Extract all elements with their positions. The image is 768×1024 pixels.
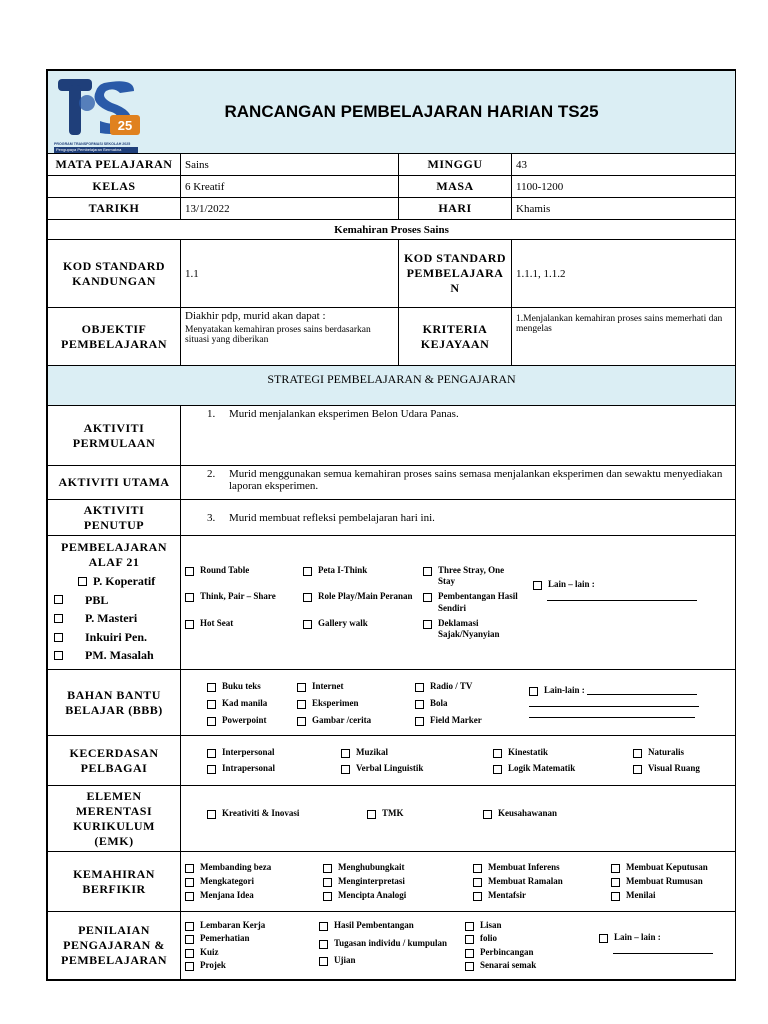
penilaian-label: PENILAIAN PENGAJARAN & PEMBELAJARAN (48, 912, 181, 980)
berfikir-option: Menjana Idea (200, 890, 254, 901)
option-checkbox[interactable] (473, 892, 482, 901)
lesson-plan-table (47, 70, 736, 980)
bbb-col-2 (297, 681, 407, 727)
option-checkbox[interactable] (297, 683, 306, 692)
option-checkbox[interactable] (533, 581, 542, 590)
objektif-intro: Diakhir pdp, murid akan dapat : (185, 310, 326, 322)
alaf-type-checkbox[interactable] (78, 577, 87, 586)
penilaian-option: Lembaran Kerja (200, 920, 266, 930)
bbb-lain-line[interactable] (587, 685, 697, 695)
bbb-option: Buku teks (222, 680, 261, 691)
option-checkbox[interactable] (185, 949, 194, 958)
option-checkbox[interactable] (185, 567, 194, 576)
bbb-option: Field Marker (430, 715, 482, 726)
option-checkbox[interactable] (319, 957, 328, 966)
objektif-label: OBJEKTIF PEMBELAJARAN (48, 308, 181, 366)
kecerdasan-option: Intrapersonal (222, 763, 276, 773)
berfikir-option: Menilai (626, 890, 656, 901)
berfikir-options-cell (181, 852, 736, 912)
berfikir-option: Membanding beza (200, 861, 272, 872)
penilaian-col-1 (185, 920, 313, 971)
option-checkbox[interactable] (185, 922, 194, 931)
option-checkbox[interactable] (185, 935, 194, 944)
alaf-type-list (50, 572, 178, 665)
option-checkbox[interactable] (465, 949, 474, 958)
alaf-option: Peta I-Think (318, 564, 368, 575)
alaf-option: Three Stray, One Stay (438, 564, 505, 586)
bbb-option: Radio / TV (430, 680, 473, 691)
alaf-option: Deklamasi Sajak/Nyanyian (438, 617, 500, 639)
option-checkbox[interactable] (473, 864, 482, 873)
option-checkbox[interactable] (465, 922, 474, 931)
option-checkbox[interactable] (207, 810, 216, 819)
option-checkbox[interactable] (341, 749, 350, 758)
penilaian-option: Tugasan individu / kumpulan (334, 937, 447, 948)
alaf-type-checkbox[interactable] (54, 651, 63, 660)
aktiviti-permulaan-label: AKTIVITI PERMULAAN (48, 406, 181, 466)
berfikir-option: Membuat Ramalan (488, 875, 563, 886)
topic-heading: Kemahiran Proses Sains (48, 220, 736, 240)
option-checkbox[interactable] (633, 749, 642, 758)
option-checkbox[interactable] (367, 810, 376, 819)
option-checkbox[interactable] (599, 934, 608, 943)
alaf-type-label: PM. Masalah (85, 648, 154, 663)
option-checkbox[interactable] (611, 892, 620, 901)
option-checkbox[interactable] (493, 765, 502, 774)
option-checkbox[interactable] (207, 717, 216, 726)
bbb-options-cell (181, 670, 736, 736)
bbb-col-1 (207, 681, 289, 727)
title-cell (48, 71, 736, 154)
option-checkbox[interactable] (473, 878, 482, 887)
alaf-col-1 (185, 565, 293, 641)
option-checkbox[interactable] (185, 962, 194, 971)
logo-line-2: Pengupaya Pembelajaran Bermakna (54, 147, 138, 153)
penilaian-option: Lisan (480, 920, 502, 930)
alaf-label: PEMBELAJARAN ALAF 21 (60, 540, 167, 569)
aktiviti-2-text: Murid menggunakan semua kemahiran proses sains semasa menjalankan eksperimen dan sewaktu menyediakan laporan eksperimen. (229, 468, 723, 492)
option-checkbox[interactable] (303, 620, 312, 629)
aktiviti-utama-cell (181, 466, 736, 500)
kelas-label: KELAS (48, 176, 181, 198)
bbb-lain-line[interactable] (529, 696, 699, 707)
penilaian-option: Hasil Pembentangan (334, 920, 414, 930)
option-checkbox[interactable] (185, 864, 194, 873)
bbb-label: BAHAN BANTU BELAJAR (BBB) (48, 670, 181, 736)
option-checkbox[interactable] (611, 864, 620, 873)
ts25-logo-icon (54, 73, 146, 139)
penilaian-col-3 (465, 920, 593, 971)
kelas-value: 6 Kreatif (181, 176, 399, 198)
kecerdasan-option: Visual Ruang (648, 763, 700, 773)
kriteria-label: KRITERIA KEJAYAAN (399, 308, 512, 366)
penilaian-lain (599, 920, 713, 971)
alaf-option: Think, Pair – Share (200, 591, 276, 602)
bbb-lain-label: Lain-lain : (544, 684, 585, 695)
alaf-label-cell (48, 536, 181, 670)
option-checkbox[interactable] (297, 700, 306, 709)
option-checkbox[interactable] (323, 864, 332, 873)
option-checkbox[interactable] (415, 700, 424, 709)
alaf-option: Pembentangan Hasil Sendiri (438, 591, 518, 613)
aktiviti-3-text: Murid membuat refleksi pembelajaran hari ini. (229, 511, 435, 524)
option-checkbox[interactable] (415, 717, 424, 726)
kod-kandungan-label: KOD STANDARD KANDUNGAN (48, 240, 181, 308)
bbb-option: Kad manila (222, 697, 268, 708)
alaf-lain-line[interactable] (547, 590, 697, 601)
aktiviti-penutup-label: AKTIVITI PENUTUP (48, 500, 181, 536)
option-checkbox[interactable] (341, 765, 350, 774)
berfikir-label: KEMAHIRAN BERFIKIR (48, 852, 181, 912)
penilaian-option: Perbincangan (480, 946, 534, 957)
option-checkbox[interactable] (297, 717, 306, 726)
aktiviti-1-text: Murid menjalankan eksperimen Belon Udara Panas. (229, 408, 459, 420)
alaf-option: Role Play/Main Peranan (318, 591, 413, 602)
aktiviti-utama-label: AKTIVITI UTAMA (48, 466, 181, 500)
option-checkbox[interactable] (185, 620, 194, 629)
penilaian-option: Projek (200, 959, 226, 970)
alaf-type-checkbox[interactable] (54, 633, 63, 642)
option-checkbox[interactable] (423, 593, 432, 602)
emk-option: Kreativiti & Inovasi (222, 807, 300, 818)
bbb-lain (529, 681, 699, 727)
kecerdasan-options-cell (181, 736, 736, 786)
option-checkbox[interactable] (529, 687, 538, 696)
bbb-option: Powerpoint (222, 715, 267, 726)
option-checkbox[interactable] (207, 700, 216, 709)
strategi-heading: STRATEGI PEMBELAJARAN & PENGAJARAN (48, 366, 736, 406)
option-checkbox[interactable] (633, 765, 642, 774)
tarikh-value: 13/1/2022 (181, 198, 399, 220)
option-checkbox[interactable] (319, 922, 328, 931)
emk-option: TMK (382, 807, 404, 818)
kecerdasan-option: Kinestatik (508, 746, 549, 757)
option-checkbox[interactable] (465, 962, 474, 971)
masa-label: MASA (399, 176, 512, 198)
alaf-lain-label: Lain – lain : (548, 578, 595, 589)
alaf-type-label: Inkuiri Pen. (85, 629, 148, 644)
bbb-option: Bola (430, 697, 448, 708)
kod-kandungan-value: 1.1 (181, 240, 399, 308)
kriteria-value: 1.Menjalankan kemahiran proses sains memerhati dan mengelas (512, 308, 736, 366)
alaf-option: Gallery walk (318, 617, 368, 628)
penilaian-options-cell (181, 912, 736, 980)
option-checkbox[interactable] (415, 683, 424, 692)
alaf-lain (533, 565, 697, 641)
option-checkbox[interactable] (423, 567, 432, 576)
emk-options-cell (181, 786, 736, 852)
bbb-option: Internet (312, 680, 344, 691)
bbb-option: Gambar /cerita (312, 715, 372, 726)
minggu-value: 43 (512, 154, 736, 176)
option-checkbox[interactable] (303, 567, 312, 576)
kecerdasan-grid (207, 747, 731, 775)
kecerdasan-option: Verbal Linguistik (356, 763, 424, 773)
alaf-option: Round Table (200, 564, 250, 575)
aktiviti-3-num: 3. (207, 511, 216, 524)
kecerdasan-option: Muzikal (356, 746, 389, 757)
option-checkbox[interactable] (185, 892, 194, 901)
option-checkbox[interactable] (483, 810, 492, 819)
berfikir-grid (185, 862, 731, 902)
option-checkbox[interactable] (323, 892, 332, 901)
berfikir-option: Membuat Rumusan (626, 875, 703, 886)
aktiviti-1-num: 1. (207, 408, 216, 420)
option-checkbox[interactable] (319, 940, 328, 949)
penilaian-option: Kuiz (200, 946, 219, 957)
alaf-options-cell (181, 536, 736, 670)
berfikir-option: Mengkategori (200, 875, 254, 886)
berfikir-option: Mentafsir (488, 890, 526, 901)
bbb-lain-line[interactable] (529, 707, 695, 718)
berfikir-option: Membuat Keputusan (626, 861, 708, 872)
penilaian-option: folio (480, 933, 497, 944)
emk-option: Keusahawanan (498, 807, 558, 818)
alaf-col-3 (423, 565, 523, 641)
penilaian-lain-label: Lain – lain : (614, 932, 661, 942)
option-checkbox[interactable] (611, 878, 620, 887)
alaf-type-label: P. Koperatif (93, 574, 156, 588)
kod-pembelajaran-label: KOD STANDARD PEMBELAJARA N (399, 240, 512, 308)
bbb-col-3 (415, 681, 521, 727)
hari-value: Khamis (512, 198, 736, 220)
bbb-option: Eksperimen (312, 697, 359, 708)
berfikir-option: Mencipta Analogi (338, 890, 407, 901)
penilaian-option: Senarai semak (480, 959, 537, 970)
option-checkbox[interactable] (207, 765, 216, 774)
berfikir-option: Menginterpretasi (338, 875, 405, 886)
option-checkbox[interactable] (207, 749, 216, 758)
option-checkbox[interactable] (323, 878, 332, 887)
penilaian-lain-line[interactable] (613, 943, 713, 954)
option-checkbox[interactable] (493, 749, 502, 758)
option-checkbox[interactable] (185, 593, 194, 602)
option-checkbox[interactable] (423, 620, 432, 629)
aktiviti-permulaan-cell (181, 406, 736, 466)
option-checkbox[interactable] (303, 593, 312, 602)
alaf-type-label: PBL (85, 592, 109, 607)
alaf-type-checkbox[interactable] (54, 595, 63, 604)
alaf-option: Hot Seat (200, 617, 234, 628)
emk-label: ELEMEN MERENTASI KURIKULUM (EMK) (48, 786, 181, 852)
ts25-logo (54, 73, 146, 151)
kecerdasan-label: KECERDASAN PELBAGAI (48, 736, 181, 786)
kecerdasan-option: Naturalis (648, 746, 684, 757)
aktiviti-penutup-cell (181, 500, 736, 536)
alaf-type-checkbox[interactable] (54, 614, 63, 623)
minggu-label: MINGGU (399, 154, 512, 176)
kod-pembelajaran-value: 1.1.1, 1.1.2 (512, 240, 736, 308)
objektif-text: Menyatakan kemahiran proses sains berdasarkan situasi yang diberikan (185, 325, 371, 345)
mata-pelajaran-label: MATA PELAJARAN (48, 154, 181, 176)
objektif-cell (181, 308, 399, 366)
option-checkbox[interactable] (185, 878, 194, 887)
masa-value: 1100-1200 (512, 176, 736, 198)
penilaian-option: Ujian (334, 955, 356, 966)
logo-line-1: PROGRAM TRANSFORMASI SEKOLAH 2025 (54, 142, 131, 146)
penilaian-option: Pemerhatian (200, 933, 250, 944)
berfikir-option: Membuat Inferens (488, 861, 560, 872)
hari-label: HARI (399, 198, 512, 220)
option-checkbox[interactable] (207, 683, 216, 692)
kecerdasan-option: Interpersonal (222, 746, 275, 757)
berfikir-option: Menghubungkait (338, 861, 405, 872)
option-checkbox[interactable] (465, 935, 474, 944)
emk-grid (207, 808, 731, 819)
alaf-type-label: P. Masteri (85, 611, 138, 626)
aktiviti-2-num: 2. (207, 468, 216, 480)
alaf-col-2 (303, 565, 413, 641)
mata-pelajaran-value: Sains (181, 154, 399, 176)
tarikh-label: TARIKH (48, 198, 181, 220)
lesson-plan-sheet (46, 69, 736, 981)
logo-badge-text: 25 (117, 118, 133, 133)
penilaian-col-2 (319, 920, 459, 971)
kecerdasan-option: Logik Matematik (508, 763, 576, 773)
page-title: RANCANGAN PEMBELAJARAN HARIAN TS25 (224, 102, 599, 121)
